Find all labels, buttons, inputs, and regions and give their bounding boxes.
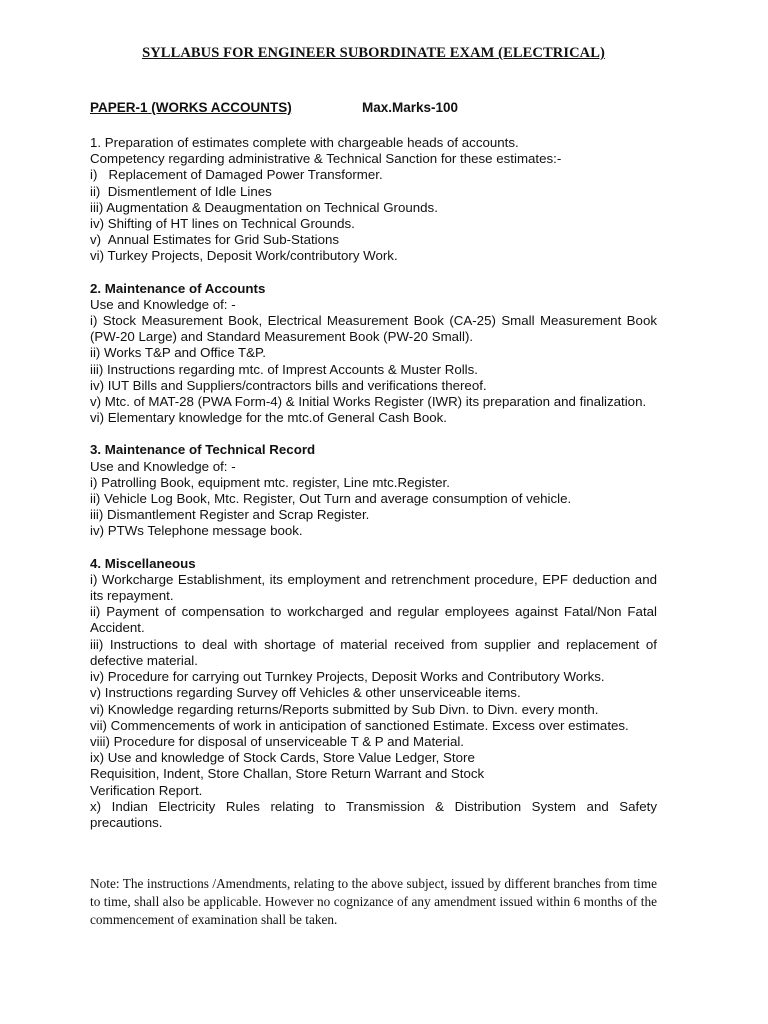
document-title: SYLLABUS FOR ENGINEER SUBORDINATE EXAM (ELECTRICAL) [142, 45, 605, 61]
section-line: iii) Augmentation & Deaugmentation on Technical Grounds. [90, 199, 438, 215]
section-line: x) Indian Electricity Rules relating to Transmission & Distribution System and Safety precautions. [90, 798, 657, 830]
section-line: i) Replacement of Damaged Power Transformer. [90, 167, 383, 183]
max-marks: Max.Marks-100 [362, 100, 459, 115]
section-line: ii) Dismentlement of Idle Lines [90, 183, 272, 199]
section-line: ix) Use and knowledge of Stock Cards, Store Value Ledger, Store [90, 750, 475, 766]
section-line: i) Workcharge Establishment, its employment and retrenchment procedure, EPF deduction and its repayment. [90, 571, 657, 604]
paper-name: PAPER-1 (WORKS ACCOUNTS) [90, 100, 292, 115]
section-line: iv) Procedure for carrying out Turnkey Projects, Deposit Works and Contributory Works. [90, 669, 605, 685]
section-line: viii) Procedure for disposal of unserviceable T & P and Material. [90, 733, 464, 749]
section-miscellaneous [90, 556, 657, 831]
section-line: 1. Preparation of estimates complete with chargeable heads of accounts. [90, 135, 519, 150]
section-line: Use and Knowledge of: - [90, 296, 236, 312]
section-line: iii) Instructions to deal with shortage of material received from supplier and replacement of defective material. [90, 636, 657, 668]
section-line: v) Annual Estimates for Grid Sub-Stations [90, 232, 340, 248]
section-line: vi) Elementary knowledge for the mtc.of General Cash Book. [90, 410, 447, 426]
section-line: iv) Shifting of HT lines on Technical Grounds. [90, 216, 355, 232]
section-line: v) Instructions regarding Survey off Vehicles & other unserviceable items. [90, 685, 521, 701]
section-line: iii) Instructions regarding mtc. of Imprest Accounts & Muster Rolls. [90, 361, 478, 377]
section-heading: 2. Maintenance of Accounts [90, 280, 266, 296]
section-line: v) Mtc. of MAT-28 (PWA Form-4) & Initial Works Register (IWR) its preparation and finalization. [90, 394, 647, 410]
section-line: Requisition, Indent, Store Challan, Store Return Warrant and Stock [90, 766, 485, 782]
section-heading: 4. Miscellaneous [90, 555, 196, 571]
section-line: i) Stock Measurement Book, Electrical Measurement Book (CA-25) Small Measurement Book (PW-20 Large) and Standard Measurement Book (PW-20 Small). [90, 313, 657, 345]
section-line: iii) Dismantlement Register and Scrap Register. [90, 507, 370, 523]
syllabus-body [90, 135, 657, 847]
section-line: iv) PTWs Telephone message book. [90, 523, 303, 539]
note-paragraph: Note: The instructions /Amendments, relating to the above subject, issued by different branches from time to time, shall also be applicable. However no cognizance of any amendment issued within 6 months of the commencement of examination shall be taken. [90, 876, 657, 927]
section-estimates [90, 135, 657, 265]
section-heading: 3. Maintenance of Technical Record [90, 442, 316, 458]
section-line: vi) Knowledge regarding returns/Reports submitted by Sub Divn. to Divn. every month. [90, 701, 599, 717]
section-line: vi) Turkey Projects, Deposit Work/contributory Work. [90, 248, 398, 264]
section-maintenance-of-technical-record [90, 442, 657, 539]
paper-header [90, 100, 657, 115]
section-line: Verification Report. [90, 782, 203, 798]
section-line: iv) IUT Bills and Suppliers/contractors bills and verifications thereof. [90, 377, 487, 393]
section-line: Use and Knowledge of: - [90, 458, 236, 474]
section-line: Competency regarding administrative & Technical Sanction for these estimates:- [90, 151, 562, 167]
section-line: vii) Commencements of work in anticipation of sanctioned Estimate. Excess over estimates. [90, 717, 629, 733]
section-maintenance-of-accounts [90, 281, 657, 427]
section-line: ii) Works T&P and Office T&P. [90, 345, 266, 361]
section-line: ii) Vehicle Log Book, Mtc. Register, Out Turn and average consumption of vehicle. [90, 491, 572, 507]
section-line: i) Patrolling Book, equipment mtc. register, Line mtc.Register. [90, 474, 450, 490]
section-line: ii) Payment of compensation to workcharged and regular employees against Fatal/Non Fatal Accident. [90, 604, 657, 636]
